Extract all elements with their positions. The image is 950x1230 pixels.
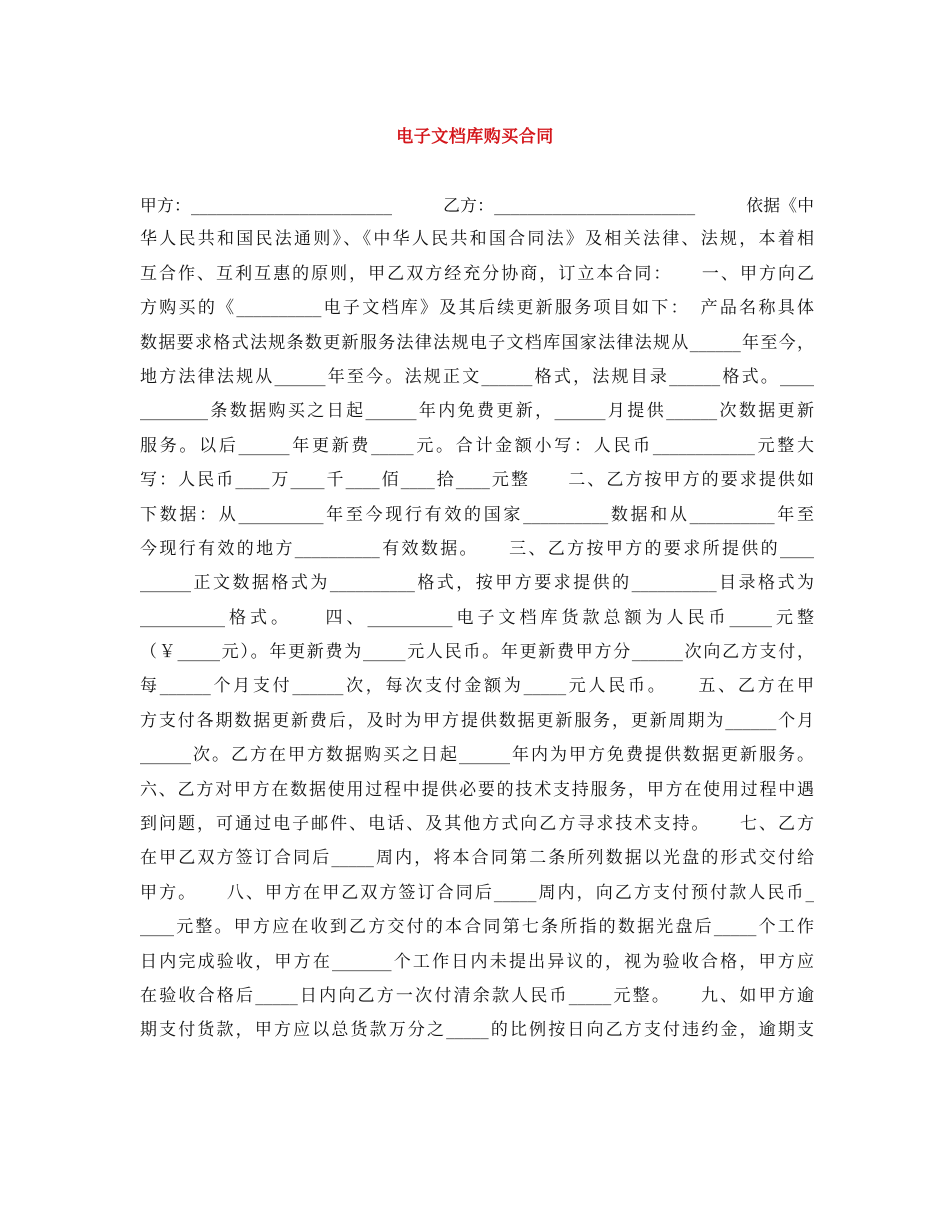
text-line: 方支付各期数据更新费后，及时为甲方提供数据更新服务，更新周期为______个月: [140, 710, 814, 731]
text-line: ______正文数据格式为__________格式，按甲方要求提供的__________目录格式为: [140, 573, 814, 594]
text-line: 写：人民币____万____千____佰____拾____元整 二、乙方按甲方的要求提供如: [140, 470, 814, 491]
text-line: 甲方。 八、甲方在甲乙双方签订合同后_____周内，向乙方支付预付款人民币_: [140, 882, 814, 903]
text-line: （￥_____元）。年更新费为_____元人民币。年更新费甲方分______次向乙方支付，: [140, 642, 814, 663]
text-line: ______次。乙方在甲方数据购买之日起______年内为甲方免费提供数据更新服务。: [140, 745, 814, 766]
text-line: 期支付货款，甲方应以总货款万分之_____的比例按日向乙方支付违约金，逾期支: [140, 1020, 814, 1041]
contract-body: [140, 188, 814, 1048]
text-line: __________格式。 四、__________电子文档库货款总额为人民币_____元整: [140, 607, 814, 628]
text-line: 地方法律法规从______年至今。法规正文______格式，法规目录______格式。____: [140, 366, 814, 387]
document-title: 电子文档库购买合同: [396, 127, 554, 147]
text-line: 服务。以后______年更新费_____元。合计金额小写：人民币____________元整大: [140, 435, 814, 456]
text-line: 每______个月支付______次，每次支付金额为_____元人民币。 五、乙方在甲: [140, 676, 814, 697]
text-line: 日内完成验收，甲方在_______个工作日内未提出异议的，视为验收合格，甲方应: [140, 951, 814, 972]
text-line: ________条数据购买之日起______年内免费更新，______月提供______次数据更新: [140, 401, 814, 422]
text-line: ____元整。甲方应在收到乙方交付的本合同第七条所指的数据光盘后_____个工作: [140, 917, 814, 938]
text-line: 数据要求格式法规条数更新服务法律法规电子文档库国家法律法规从______年至今，: [140, 332, 814, 353]
text-line: 在验收合格后_____日内向乙方一次付清余款人民币_____元整。 九、如甲方逾: [140, 985, 814, 1006]
text-line: 在甲乙双方签订合同后_____周内，将本合同第二条所列数据以光盘的形式交付给: [140, 848, 814, 869]
text-line: 华人民共和国民法通则》、《中华人民共和国合同法》及相关法律、法规，本着相: [140, 229, 814, 250]
text-line: 甲方：________________________ 乙方：________________________ 依据《中: [140, 195, 814, 215]
text-line: 今现行有效的地方__________有效数据。 三、乙方按甲方的要求所提供的____: [140, 538, 814, 559]
text-line: 下数据：从__________年至今现行有效的国家__________数据和从__________年至: [140, 504, 814, 525]
text-line: 方购买的《__________电子文档库》及其后续更新服务项目如下： 产品名称具体: [140, 298, 814, 319]
text-line: 互合作、互利互惠的原则，甲乙双方经充分协商，订立本合同： 一、甲方向乙: [140, 263, 814, 284]
text-line: 到问题，可通过电子邮件、电话、及其他方式向乙方寻求技术支持。 七、乙方: [140, 814, 814, 835]
text-line: 六、乙方对甲方在数据使用过程中提供必要的技术支持服务，甲方在使用过程中遇: [140, 779, 814, 800]
